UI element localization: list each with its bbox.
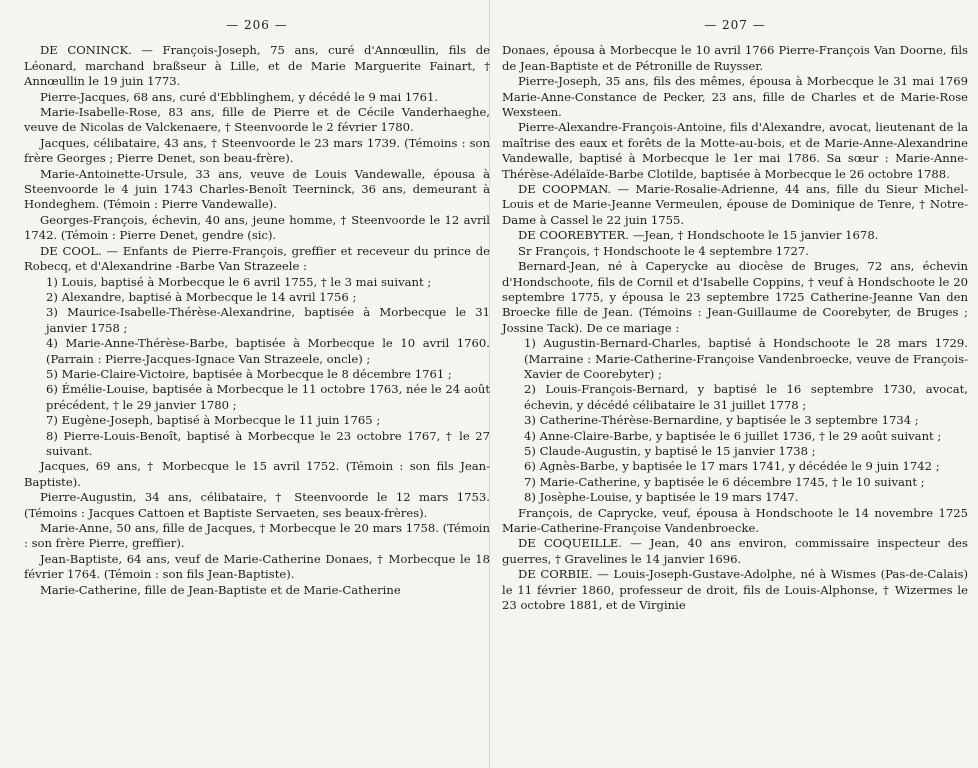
child-entry: 8) Josèphe-Louise, y baptisée le 19 mars 1747.: [524, 490, 799, 505]
entry-paragraph: Bernard-Jean, né à Caperycke au diocèse de Bruges, 72 ans, échevin d'Hondschoote, fils de Cornil et d'Isabelle Coppins, † veuf à Hondschoote le 20 septembre 1775, y épousa le 23 septembre 1725 Catherine-Jeanne Van den Broecke fille de Jean. (Témoins : Jean-Guillaume de Coorebyter, de Bruges ; Jossine Tack). De ce mariage :: [502, 259, 968, 335]
child-entry: 3) Maurice-Isabelle-Thérèse-Alexandrine, baptisée à Morbecque le 31 janvier 1758 ;: [46, 305, 490, 335]
child-entry: 1) Louis, baptisé à Morbecque le 6 avril 1755, † le 3 mai suivant ;: [46, 274, 432, 289]
entry-paragraph: Jean-Baptiste, 64 ans, veuf de Marie-Catherine Donaes, † Morbecque le 18 février 1764. (Témoin : son fils Jean-Baptiste).: [24, 551, 490, 582]
child-entry: 3) Catherine-Thérèse-Bernardine, y baptisée le 3 septembre 1734 ;: [524, 413, 919, 428]
child-entry: 6) Émélie-Louise, baptisée à Morbecque le 11 octobre 1763, née le 24 août précédent, † le 29 janvier 1780 ;: [46, 382, 490, 412]
entry-paragraph: Sr François, † Hondschoote le 4 septembre 1727.: [518, 243, 809, 258]
page-number: — 207 —: [704, 18, 766, 32]
child-entry: 7) Eugène-Joseph, baptisé à Morbecque le 11 juin 1765 ;: [46, 413, 381, 428]
entry-paragraph: Georges-François, échevin, 40 ans, jeune homme, † Steenvoorde le 12 avril 1742. (Témoin : Pierre Denet, gendre (sic).: [24, 212, 490, 243]
entry-paragraph: Jacques, 69 ans, † Morbecque le 15 avril 1752. (Témoin : son fils Jean-Baptiste).: [24, 459, 490, 489]
entry-paragraph: DE COOREBYTER. —Jean, † Hondschoote le 15 janvier 1678.: [518, 228, 879, 243]
child-entry: 1) Augustin-Bernard-Charles, baptisé à Hondschoote le 28 mars 1729. (Marraine : Marie-Catherine-Françoise Vandenbroecke, veuve de François-Xavier de Coorebyter) ;: [524, 336, 968, 381]
entry-paragraph: Donaes, épousa à Morbecque le 10 avril 1766 Pierre-François Van Doorne, fils de Jean-Baptiste et de Pétronille de Ruysser.: [502, 43, 968, 73]
entry-paragraph: Pierre-Jacques, 68 ans, curé d'Ebblinghem, y décédé le 9 mai 1761.: [40, 89, 439, 104]
entry-paragraph: Pierre-Joseph, 35 ans, fils des mêmes, épousa à Morbecque le 31 mai 1769 Marie-Anne-Constance de Pecker, 23 ans, fille de Charles et de Marie-Rose Wexsteen.: [502, 74, 968, 120]
entry-paragraph: DE COQUEILLE. — Jean, 40 ans environ, commissaire inspecteur des guerres, † Gravelines le 14 janvier 1696.: [502, 536, 968, 566]
entry-paragraph: DE CORBIE. — Louis-Joseph-Gustave-Adolphe, né à Wismes (Pas-de-Calais) le 11 février 1860, professeur de droit, fils de Louis-Alphonse, † Wizermes le 23 octobre 1881, et de Virginie: [502, 567, 968, 613]
entry-paragraph: Pierre-Alexandre-François-Antoine, fils d'Alexandre, avocat, lieutenant de la maîtrise des eaux et forêts de la Motte-au-bois, et de Marie-Anne-Alexandrine Vandewalle, baptisé à Morbecque le 1er mai 1786. Sa sœur : Marie-Anne-Thérèse-Adélaïde-Barbe Clotilde, baptisée à Morbecque le 26 octobre 1788.: [502, 120, 968, 181]
entry-paragraph: DE COOPMAN. — Marie-Rosalie-Adrienne, 44 ans, fille du Sieur Michel-Louis et de Marie-Jeanne Vermeulen, épouse de Dominique de Tenre, † Notre-Dame à Cassel le 22 juin 1755.: [502, 182, 968, 227]
child-entry: 2) Alexandre, baptisé à Morbecque le 14 avril 1756 ;: [46, 289, 357, 304]
child-entry: 6) Agnès-Barbe, y baptisée le 17 mars 1741, y décédée le 9 juin 1742 ;: [524, 459, 940, 474]
child-entry: 5) Marie-Claire-Victoire, baptisée à Morbecque le 8 décembre 1761 ;: [46, 366, 452, 381]
child-entry: 7) Marie-Catherine, y baptisée le 6 décembre 1745, † le 10 suivant ;: [524, 474, 925, 489]
entry-paragraph: DE CONINCK. — François-Joseph, 75 ans, curé d'Annœullin, fils de Léonard, marchand braßseur à Lille, et de Marie Marguerite Fainart, † Annœullin le 19 juin 1773.: [24, 43, 490, 89]
entry-paragraph: DE COOL. — Enfants de Pierre-François, greffier et receveur du prince de Robecq, et d'Alexandrine -Barbe Van Strazeele :: [24, 243, 490, 274]
child-entry: 4) Anne-Claire-Barbe, y baptisée le 6 juillet 1736, † le 29 août suivant ;: [524, 428, 942, 443]
entry-paragraph: Marie-Isabelle-Rose, 83 ans, fille de Pierre et de Cécile Vanderhaeghe, veuve de Nicolas de Valckenaere, † Steenvoorde le 2 février 1780.: [24, 105, 490, 135]
child-entry: 8) Pierre-Louis-Benoît, baptisé à Morbecque le 23 octobre 1767, † le 27 suivant.: [46, 428, 490, 458]
entry-paragraph: Pierre-Augustin, 34 ans, célibataire, † Steenvoorde le 12 mars 1753. (Témoins : Jacques Cattoen et Baptiste Servaeten, ses beaux-frères).: [24, 490, 490, 520]
child-entry: 2) Louis-François-Bernard, y baptisé le 16 septembre 1730, avocat, échevin, y décédé célibataire le 31 juillet 1778 ;: [524, 382, 968, 412]
entry-paragraph: Marie-Antoinette-Ursule, 33 ans, veuve de Louis Vandewalle, épousa à Steenvoorde le 4 juin 1743 Charles-Benoît Teerninck, 36 ans, demeurant à Hondeghem. (Témoin : Pierre Vandewalle).: [24, 166, 490, 212]
entry-paragraph: François, de Caprycke, veuf, épousa à Hondschoote le 14 novembre 1725 Marie-Catherine-Françoise Vandenbroecke.: [502, 505, 968, 535]
child-entry: 4) Marie-Anne-Thérèse-Barbe, baptisée à Morbecque le 10 avril 1760. (Parrain : Pierre-Jacques-Ignace Van Strazeele, oncle) ;: [46, 336, 490, 366]
page-number: — 206 —: [226, 18, 288, 32]
left-page: [24, 0, 490, 768]
entry-paragraph: Marie-Catherine, fille de Jean-Baptiste et de Marie-Catherine: [40, 582, 401, 597]
entry-paragraph: Marie-Anne, 50 ans, fille de Jacques, † Morbecque le 20 mars 1758. (Témoin : son frère Pierre, greffier).: [24, 521, 490, 551]
entry-paragraph: Jacques, célibataire, 43 ans, † Steenvoorde le 23 mars 1739. (Témoins : son frère Georges ; Pierre Denet, son beau-frère).: [24, 135, 490, 166]
child-entry: 5) Claude-Augustin, y baptisé le 15 janvier 1738 ;: [524, 443, 816, 458]
right-page: [502, 0, 968, 768]
